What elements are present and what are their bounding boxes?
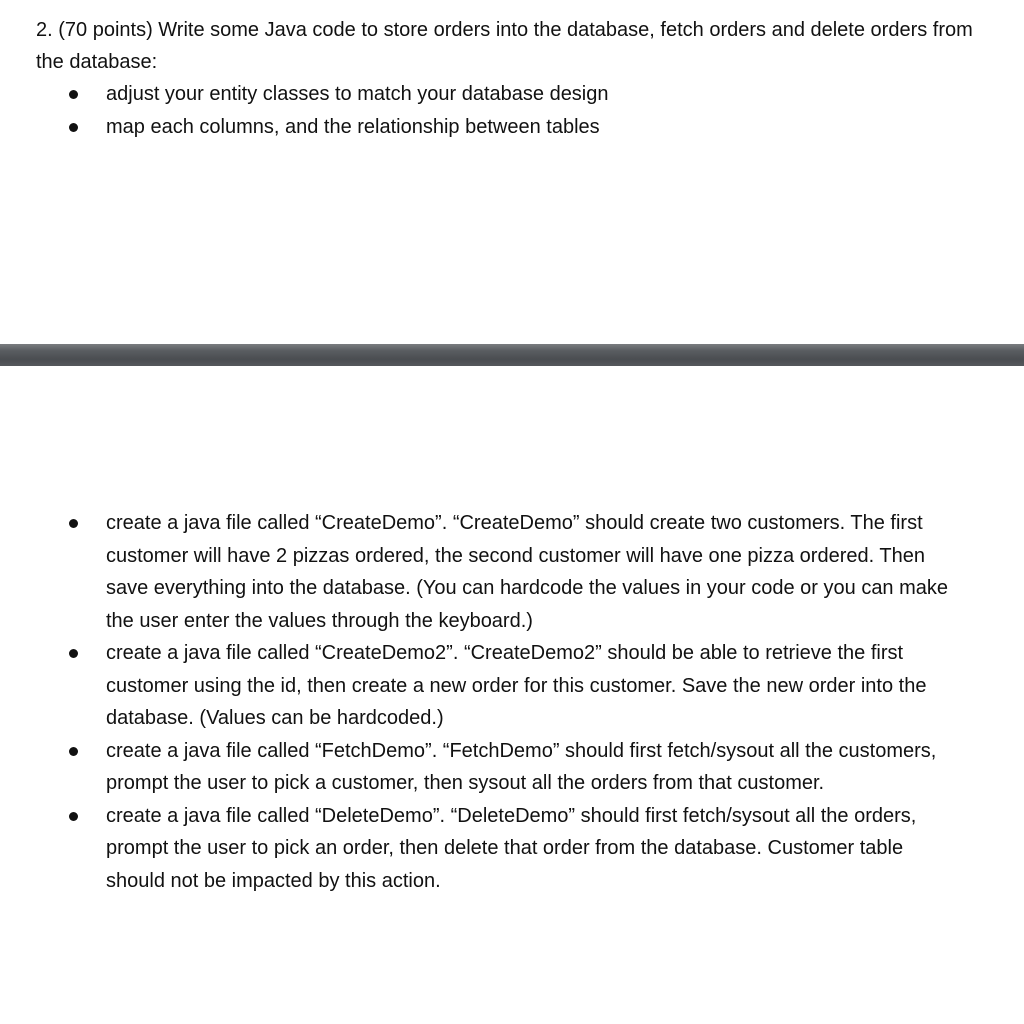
bullet-icon — [69, 649, 78, 658]
list-item-text: adjust your entity classes to match your database design — [106, 83, 609, 105]
list-item-text: map each columns, and the relationship between tables — [106, 115, 600, 138]
bullet-icon — [69, 90, 78, 99]
bullet-icon — [69, 812, 78, 821]
page-break-divider — [0, 344, 1024, 366]
list-item — [64, 78, 964, 111]
bullet-icon — [69, 747, 78, 756]
requirements-list-top — [64, 78, 964, 143]
bullet-icon — [69, 519, 78, 528]
list-item — [64, 735, 964, 800]
requirements-list-bottom — [64, 507, 964, 897]
list-item — [64, 800, 964, 898]
list-item-text: create a java file called “CreateDemo”. “CreateDemo” should create two customers. The first customer will have 2 pizzas ordered, the second customer will have one pizza ordered. Then save everything into the database. (You can hardcode the values in your code or you can make the user enter the values through the keyboard.) — [106, 512, 949, 632]
list-item — [64, 637, 964, 735]
bullet-icon — [69, 123, 78, 132]
list-item-text: create a java file called “FetchDemo”. “FetchDemo” should first fetch/sysout all the customers, prompt the user to pick a customer, then sysout all the orders from that customer. — [106, 739, 937, 794]
list-item — [64, 507, 964, 637]
question-intro: 2. (70 points) Write some Java code to store orders into the database, fetch orders and delete orders from the database: — [36, 19, 973, 73]
list-item-text: create a java file called “DeleteDemo”. “DeleteDemo” should first fetch/sysout all the orders, prompt the user to pick an order, then delete that order from the database. Customer table should not be impacted by this action. — [106, 804, 917, 892]
list-item — [64, 111, 964, 144]
list-item-text: create a java file called “CreateDemo2”. “CreateDemo2” should be able to retrieve the first customer using the id, then create a new order for this customer. Save the new order into the database. (Values can be hardcoded.) — [106, 642, 927, 729]
document-page-top — [0, 0, 1024, 344]
